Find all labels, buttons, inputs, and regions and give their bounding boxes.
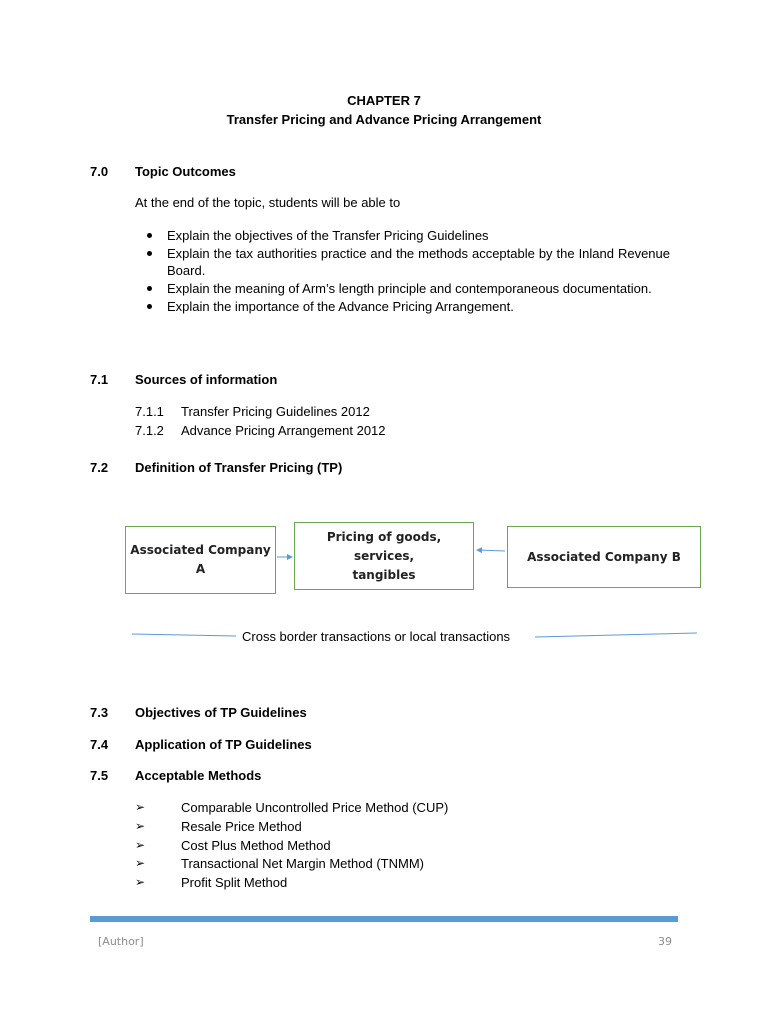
arrow-bullet-icon: ➢ [135, 875, 146, 889]
section-heading-definition: Definition of Transfer Pricing (TP) [135, 460, 343, 475]
caption-line-right [535, 633, 697, 637]
section-number-7-1: 7.1 [90, 372, 109, 387]
outcome-text: Explain the objectives of the Transfer Pricing Guidelines [167, 228, 489, 243]
outcome-text: Explain the importance of the Advance Pricing Arrangement. [167, 299, 514, 314]
method-item: Profit Split Method [181, 875, 288, 890]
section-number-7-2: 7.2 [90, 460, 109, 475]
caption-line-left [132, 634, 236, 636]
box-label: Pricing of goods, services, [326, 529, 442, 563]
outcome-text: Explain the meaning of Arm’s length principle and contemporaneous documentation. [167, 281, 652, 296]
chapter-label: CHAPTER 7 [347, 93, 421, 108]
chapter-title: Transfer Pricing and Advance Pricing Arrangement [226, 112, 542, 127]
method-item: Cost Plus Method Method [181, 838, 331, 853]
intro-text: At the end of the topic, students will be able to [135, 195, 401, 210]
source-text: Transfer Pricing Guidelines 2012 [181, 404, 370, 419]
method-item: Comparable Uncontrolled Price Method (CUP) [181, 800, 449, 815]
footer-divider [90, 916, 678, 922]
section-number-7-0: 7.0 [90, 164, 109, 179]
source-number: 7.1.2 [135, 423, 164, 438]
section-heading-methods: Acceptable Methods [135, 768, 262, 783]
box-label: Associated Company A [130, 543, 271, 576]
diagram-caption: Cross border transactions or local transactions [242, 629, 511, 644]
arrow-bullet-icon: ➢ [135, 819, 146, 833]
section-number-7-4: 7.4 [90, 737, 109, 752]
source-text: Advance Pricing Arrangement 2012 [181, 423, 386, 438]
arrow-bullet-icon: ➢ [135, 856, 146, 870]
box-label: tangibles [352, 567, 416, 582]
section-heading-topic-outcomes: Topic Outcomes [135, 164, 236, 179]
arrow-b-to-center [477, 550, 505, 551]
method-item: Resale Price Method [181, 819, 302, 834]
section-heading-sources: Sources of information [135, 372, 278, 387]
section-heading-objectives: Objectives of TP Guidelines [135, 705, 307, 720]
page-number: 39 [658, 935, 672, 948]
arrow-bullet-icon: ➢ [135, 800, 146, 814]
section-heading-application: Application of TP Guidelines [135, 737, 312, 752]
arrow-bullet-icon: ➢ [135, 838, 146, 852]
footer-author: [Author] [98, 935, 144, 948]
source-number: 7.1.1 [135, 404, 164, 419]
outcome-text: Explain the tax authorities practice and the methods acceptable by the Inland Revenue Board. [167, 246, 670, 278]
section-number-7-5: 7.5 [90, 768, 109, 783]
method-item: Transactional Net Margin Method (TNMM) [181, 856, 424, 871]
section-number-7-3: 7.3 [90, 705, 109, 720]
box-label: Associated Company B [527, 549, 681, 564]
